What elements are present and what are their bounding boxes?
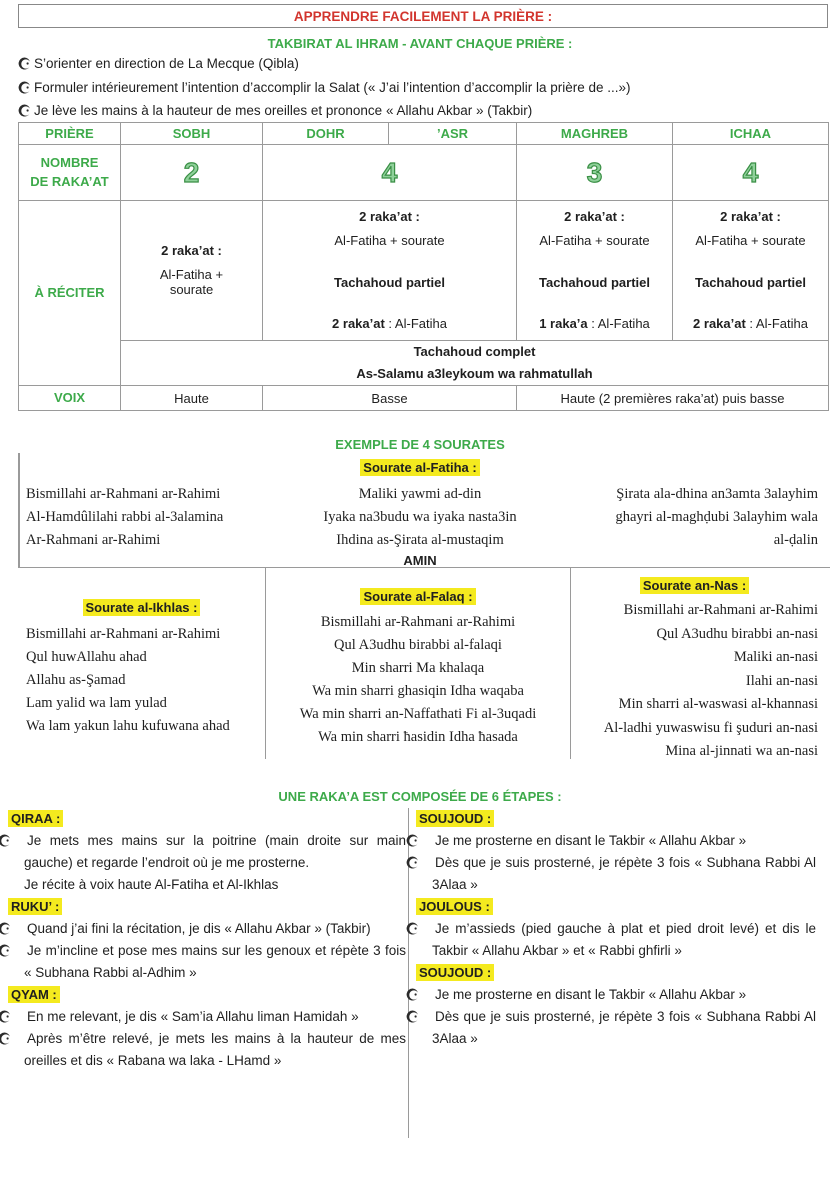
page-title: APPRENDRE FACILEMENT LA PRIÈRE :: [293, 9, 553, 24]
header-ichaa: ICHAA: [673, 123, 829, 145]
crescent-icon: [419, 854, 432, 867]
crescent-icon: [18, 81, 31, 94]
complet-row: [19, 341, 829, 386]
sourates-title: EXEMPLE DE 4 SOURATES: [335, 437, 505, 452]
header-asr: ’ASR: [389, 123, 517, 145]
fatiha-title: Sourate al-Fatiha :: [360, 459, 479, 476]
qyam-item-1: En me relevant, je dis « Sam’ia Allahu liman Hamidah »: [8, 1006, 406, 1028]
ikhlas-text: Bismillahi ar-Rahmani ar-Rahimi Qul huwAllahu ahad Allahu as-Şamad Lam yalid wa lam yulad Wa lam yakun lahu kufuwana ahad: [26, 626, 230, 734]
nombre-ichaa: 4: [673, 145, 829, 201]
qiraa-item-1: Je mets mes mains sur la poitrine (main droite sur main gauche) et regarde l’endroit où je me prosterne.: [8, 830, 406, 874]
qiraa-item-2: Je récite à voix haute Al-Fatiha et Al-Ikhlas: [24, 877, 279, 892]
crescent-icon: [11, 920, 24, 933]
nas-text: Bismillahi ar-Rahmani ar-Rahimi Qul A3udhu birabbi an-nasi Maliki an-nasi Ilahi an-nasi Min sharri al-waswasi al-khannasi Al-ladhi yuwaswisu fi şuduri an-nasi Mina al-jinnati wa an-nasi: [603, 602, 818, 759]
fatiha-col-3: Şirata ala-dhina an3amta 3alayhim ghayri al-maghḍubi 3alayhim wala al-ḍalin: [615, 486, 818, 548]
takbirat-title: TAKBIRAT AL IHRAM - AVANT CHAQUE PRIÈRE :: [267, 36, 573, 51]
crescent-icon: [11, 1030, 24, 1043]
falaq-title: Sourate al-Falaq :: [360, 588, 475, 605]
crescent-icon: [419, 1008, 432, 1021]
fatiha-col-2: Maliki yawmi ad-din Iyaka na3budu wa iyaka nasta3in Ihdina as-Şirata al-mustaqim: [323, 486, 517, 548]
steps-right-column: [416, 808, 816, 1050]
reciter-row: [19, 201, 829, 341]
nombre-dohr-asr: 4: [263, 145, 517, 201]
soujoud2-item-2: Dès que je suis prosterné, je répète 3 fois « Subhana Rabbi Al 3Alaa »: [416, 1006, 816, 1050]
nas-title-wrap: [571, 577, 818, 595]
reciter-sobh: 2 raka’at : Al-Fatiha + sourate: [121, 201, 263, 341]
fatiha-title-wrap: [0, 459, 840, 477]
ikhlas-title: Sourate al-Ikhlas :: [83, 599, 201, 616]
soujoud-title: SOUJOUD :: [416, 810, 494, 827]
voix-dohr-asr: Basse: [263, 386, 517, 411]
crescent-icon: [11, 1008, 24, 1021]
joulous-item-1: Je m’assieds (pied gauche à plat et pied droit levé) et dis le Takbir « Allahu Akbar » et « Rabbi ghfirli »: [416, 918, 816, 962]
voix-sobh: Haute: [121, 386, 263, 411]
crescent-icon: [11, 832, 24, 845]
voix-maghreb-ichaa: Haute (2 premières raka’at) puis basse: [517, 386, 829, 411]
prayer-table: [18, 122, 829, 411]
amin: AMIN: [403, 553, 437, 568]
soujoud2-title: SOUJOUD :: [416, 964, 494, 981]
header-maghreb: MAGHREB: [517, 123, 673, 145]
voix-label: VOIX: [19, 386, 121, 411]
qyam-title: QYAM :: [8, 986, 60, 1003]
table-header-row: [19, 123, 829, 145]
qyam-item-2: Après m’être relevé, je mets les mains à la hauteur de mes oreilles et dis « Rabana wa laka - LHamd »: [8, 1028, 406, 1072]
nas-title: Sourate an-Nas :: [640, 577, 749, 594]
falaq-text: Bismillahi ar-Rahmani ar-Rahimi Qul A3udhu birabbi al-falaqi Min sharri Ma khalaqa Wa min sharri ghasiqin Idha waqaba Wa min sharri an-Naffathati Fi al-3uqadi Wa min sharri ħasidin Idha ħasada: [299, 614, 537, 745]
crescent-icon: [419, 832, 432, 845]
ruku-item-2: Je m’incline et pose mes mains sur les genoux et répète 3 fois « Subhana Rabbi al-Adhim »: [8, 940, 406, 984]
ikhlas-title-wrap: [18, 599, 265, 617]
reciter-maghreb: 2 raka’at : Al-Fatiha + sourate Tachahoud partiel 1 raka’a : Al-Fatiha: [517, 201, 673, 341]
joulous-title: JOULOUS :: [416, 898, 493, 915]
steps-title: UNE RAKA’A EST COMPOSÉE DE 6 ÉTAPES :: [278, 789, 562, 804]
crescent-icon: [419, 920, 432, 933]
intro-bullet-3: Je lève les mains à la hauteur de mes oreilles et prononce « Allahu Akbar » (Takbir): [18, 103, 532, 118]
nombre-sobh: 2: [121, 145, 263, 201]
header-dohr: DOHR: [263, 123, 389, 145]
header-sobh: SOBH: [121, 123, 263, 145]
intro-bullet-1: S’orienter en direction de La Mecque (Qibla): [18, 56, 299, 71]
steps-left-column: [8, 808, 406, 1072]
qiraa-title: QIRAA :: [8, 810, 63, 827]
falaq-title-wrap: [266, 588, 570, 606]
reciter-label: À RÉCITER: [19, 201, 121, 386]
crescent-icon: [18, 57, 31, 70]
nombre-maghreb: 3: [517, 145, 673, 201]
ruku-item-1: Quand j’ai fini la récitation, je dis « Allahu Akbar » (Takbir): [8, 918, 406, 940]
header-priere: PRIÈRE: [19, 123, 121, 145]
crescent-icon: [419, 986, 432, 999]
voix-row: [19, 386, 829, 411]
nombre-row: [19, 145, 829, 201]
soujoud-item-2: Dès que je suis prosterné, je répète 3 fois « Subhana Rabbi Al 3Alaa »: [416, 852, 816, 896]
crescent-icon: [18, 104, 31, 117]
ruku-title: RUKU’ :: [8, 898, 62, 915]
title-box: [18, 4, 828, 28]
reciter-dohr-asr: 2 raka’at : Al-Fatiha + sourate Tachahoud partiel 2 raka’at : Al-Fatiha: [263, 201, 517, 341]
crescent-icon: [11, 942, 24, 955]
soujoud2-item-1: Je me prosterne en disant le Takbir « Allahu Akbar »: [416, 984, 816, 1006]
soujoud-item-1: Je me prosterne en disant le Takbir « Allahu Akbar »: [416, 830, 816, 852]
intro-bullet-2: Formuler intérieurement l’intention d’accomplir la Salat (« J’ai l’intention d’accomplir la prière de ...»): [18, 80, 631, 95]
tachahoud-complet-cell: Tachahoud complet As-Salamu a3leykoum wa rahmatullah: [121, 341, 829, 386]
nombre-label: NOMBRE DE RAKA’AT: [19, 145, 121, 201]
fatiha-col-1: Bismillahi ar-Rahmani ar-Rahimi Al-Hamdûlilahi rabbi al-3alamina Ar-Rahmani ar-Rahimi: [26, 486, 224, 548]
reciter-ichaa: 2 raka’at : Al-Fatiha + sourate Tachahoud partiel 2 raka’at : Al-Fatiha: [673, 201, 829, 341]
